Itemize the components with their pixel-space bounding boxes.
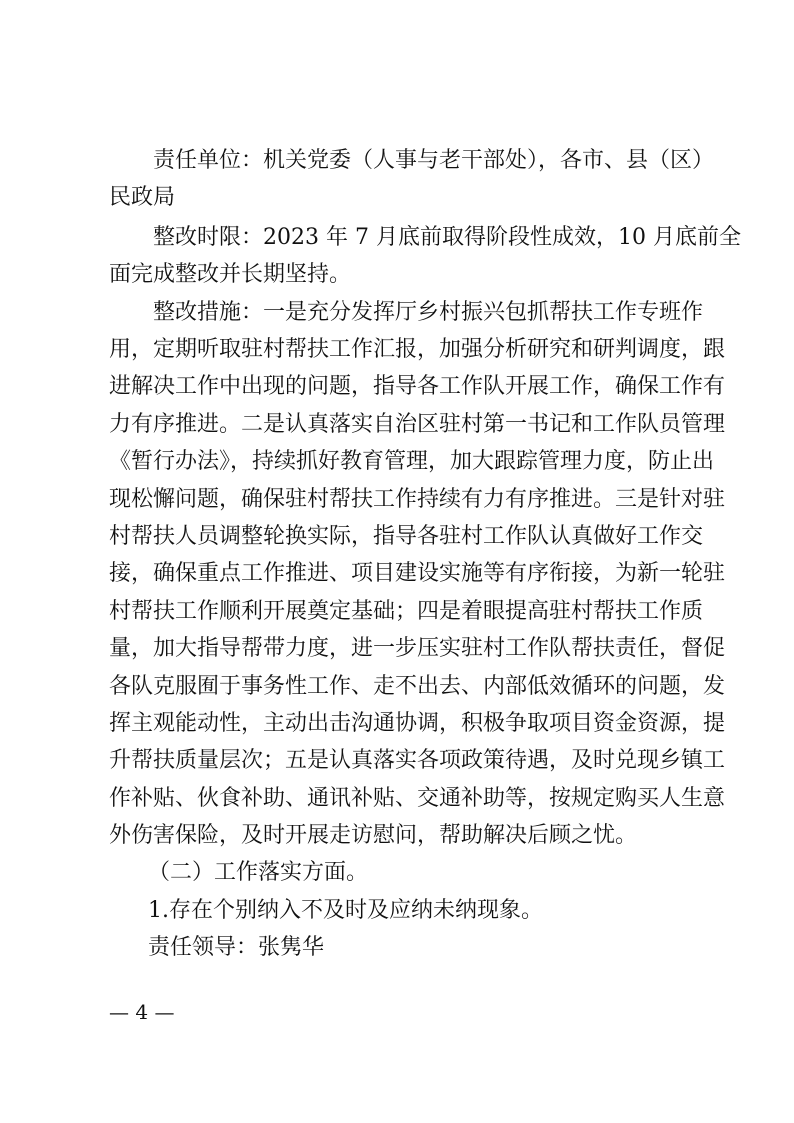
measures-line-2: 用，定期听取驻村帮扶工作汇报，加强分析研究和研判调度，跟 [109,337,726,362]
measures-line-10: 量，加大指导帮带力度，进一步压实驻村工作队帮扶责任，督促 [109,636,726,661]
measures-line-3: 进解决工作中出现的问题，指导各工作队开展工作，确保工作有 [109,374,726,399]
responsibility-unit-line-1: 责任单位：机关党委（人事与老干部处），各市、县（区） [153,148,715,173]
measures-line-1: 整改措施：一是充分发挥厅乡村振兴包抓帮扶工作专班作 [153,300,704,325]
measures-line-4: 力有序推进。二是认真落实自治区驻村第一书记和工作队员管理 [109,412,726,437]
measures-line-5: 《暂行办法》，持续抓好教育管理，加大跟踪管理力度，防止出 [109,449,715,474]
responsibility-unit-line-2: 民政局 [109,185,176,210]
deadline-line-2: 面完成整改并长期坚持。 [109,262,352,287]
measures-line-13: 升帮扶质量层次；五是认真落实各项政策待遇，及时兑现乡镇工 [109,748,726,773]
measures-line-7: 村帮扶人员调整轮换实际，指导各驻村工作队认真做好工作交 [109,524,704,549]
item-title: 1.存在个别纳入不及时及应纳未纳现象。 [148,898,543,923]
page-number: — 4 — [109,1000,175,1024]
measures-line-6: 现松懈问题，确保驻村帮扶工作持续有力有序推进。三是针对驻 [109,487,726,512]
responsible-leader: 责任领导：张隽华 [148,935,325,960]
section-heading: （二）工作落实方面。 [148,860,369,885]
measures-line-11: 各队克服囿于事务性工作、走不出去、内部低效循环的问题，发 [109,674,726,699]
measures-line-8: 接，确保重点工作推进、项目建设实施等有序衔接，为新一轮驻 [109,561,726,586]
measures-line-14: 作补贴、伙食补助、通讯补贴、交通补助等，按规定购买人生意 [109,786,726,811]
measures-line-9: 村帮扶工作顺利开展奠定基础；四是着眼提高驻村帮扶工作质 [109,599,704,624]
deadline-line-1: 整改时限：2023 年 7 月底前取得阶段性成效，10 月底前全 [153,225,741,250]
measures-line-12: 挥主观能动性，主动出击沟通协调，积极争取项目资金资源，提 [109,711,726,736]
measures-line-15: 外伤害保险，及时开展走访慰问，帮助解决后顾之忧。 [109,823,638,848]
